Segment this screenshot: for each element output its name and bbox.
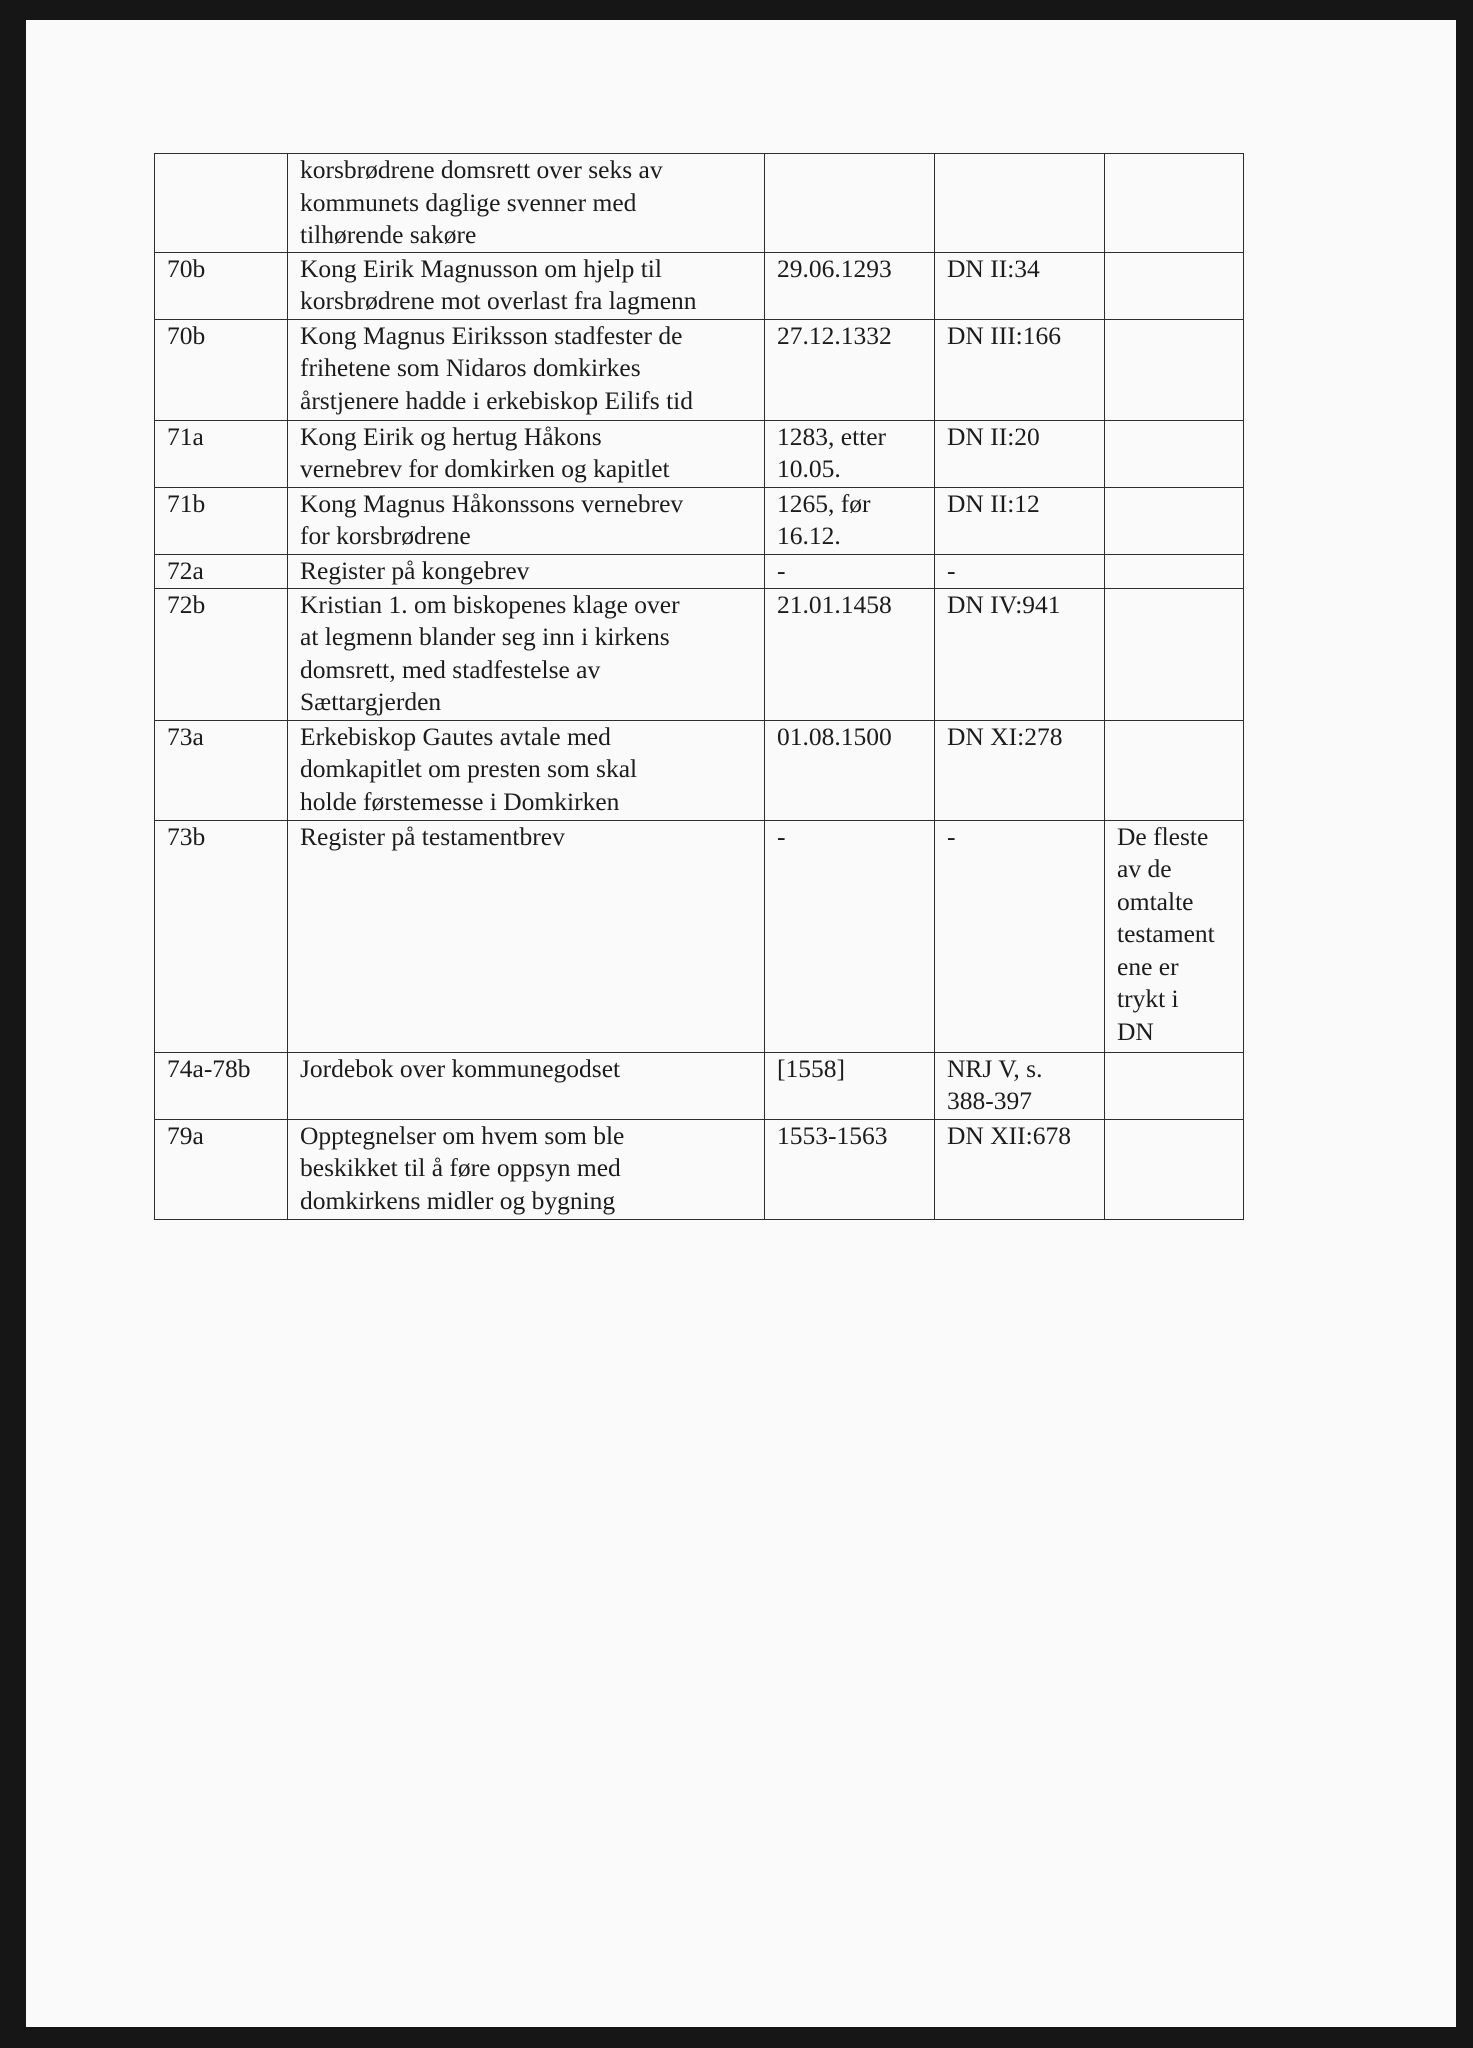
folio-cell: 70b: [155, 319, 288, 420]
date-cell: 27.12.1332: [765, 319, 935, 420]
note-cell: [1105, 154, 1244, 253]
note-cell: [1105, 554, 1244, 588]
reference-cell: DN II:20: [935, 420, 1105, 487]
table-row: [155, 1052, 1244, 1119]
description-cell: Kong Magnus Eiriksson stadfester de frihetene som Nidaros domkirkes årstjenere hadde i erkebiskop Eilifs tid: [288, 319, 765, 420]
date-cell: 1265, før 16.12.: [765, 487, 935, 554]
description-cell: Kong Eirik Magnusson om hjelp til korsbrødrene mot overlast fra lagmenn: [288, 252, 765, 319]
reference-cell: DN XII:678: [935, 1119, 1105, 1219]
description-cell: Register på kongebrev: [288, 554, 765, 588]
table-row: [155, 554, 1244, 588]
description-cell: Kong Eirik og hertug Håkons vernebrev for domkirken og kapitlet: [288, 420, 765, 487]
reference-cell: NRJ V, s. 388-397: [935, 1052, 1105, 1119]
reference-cell: DN XI:278: [935, 720, 1105, 820]
reference-cell: DN II:34: [935, 252, 1105, 319]
reference-cell: -: [935, 554, 1105, 588]
description-cell: Erkebiskop Gautes avtale med domkapitlet om presten som skal holde førstemesse i Domkirken: [288, 720, 765, 820]
note-cell: [1105, 720, 1244, 820]
date-cell: -: [765, 820, 935, 1052]
table-row: [155, 252, 1244, 319]
reference-cell: [935, 154, 1105, 253]
date-cell: 1283, etter 10.05.: [765, 420, 935, 487]
description-cell: Jordebok over kommunegodset: [288, 1052, 765, 1119]
description-cell: Register på testamentbrev: [288, 820, 765, 1052]
table-row: [155, 588, 1244, 720]
note-cell: [1105, 1052, 1244, 1119]
date-cell: [1558]: [765, 1052, 935, 1119]
description-cell: Kristian 1. om biskopenes klage over at legmenn blander seg inn i kirkens domsrett, med stadfestelse av Sættargjerden: [288, 588, 765, 720]
folio-cell: 72b: [155, 588, 288, 720]
date-cell: 29.06.1293: [765, 252, 935, 319]
note-cell: [1105, 1119, 1244, 1219]
reference-cell: DN IV:941: [935, 588, 1105, 720]
note-cell: [1105, 420, 1244, 487]
reference-cell: DN II:12: [935, 487, 1105, 554]
note-cell: De fleste av de omtalte testament ene er trykt i DN: [1105, 820, 1244, 1052]
folio-cell: 74a-78b: [155, 1052, 288, 1119]
date-cell: -: [765, 554, 935, 588]
table-row: [155, 720, 1244, 820]
register-table: [154, 153, 1244, 1220]
reference-cell: -: [935, 820, 1105, 1052]
note-cell: [1105, 252, 1244, 319]
folio-cell: [155, 154, 288, 253]
reference-cell: DN III:166: [935, 319, 1105, 420]
table-row: [155, 154, 1244, 253]
table-row: [155, 820, 1244, 1052]
description-cell: Kong Magnus Håkonssons vernebrev for korsbrødrene: [288, 487, 765, 554]
note-cell: [1105, 588, 1244, 720]
folio-cell: 71a: [155, 420, 288, 487]
date-cell: [765, 154, 935, 253]
date-cell: 01.08.1500: [765, 720, 935, 820]
note-cell: [1105, 319, 1244, 420]
folio-cell: 70b: [155, 252, 288, 319]
note-cell: [1105, 487, 1244, 554]
folio-cell: 73b: [155, 820, 288, 1052]
table-row: [155, 487, 1244, 554]
folio-cell: 71b: [155, 487, 288, 554]
date-cell: 21.01.1458: [765, 588, 935, 720]
date-cell: 1553-1563: [765, 1119, 935, 1219]
description-cell: korsbrødrene domsrett over seks av kommunets daglige svenner med tilhørende sakøre: [288, 154, 765, 253]
folio-cell: 79a: [155, 1119, 288, 1219]
table-body: [155, 154, 1244, 1220]
table-row: [155, 420, 1244, 487]
table-row: [155, 319, 1244, 420]
table-row: [155, 1119, 1244, 1219]
description-cell: Opptegnelser om hvem som ble beskikket til å føre oppsyn med domkirkens midler og bygning: [288, 1119, 765, 1219]
folio-cell: 73a: [155, 720, 288, 820]
folio-cell: 72a: [155, 554, 288, 588]
